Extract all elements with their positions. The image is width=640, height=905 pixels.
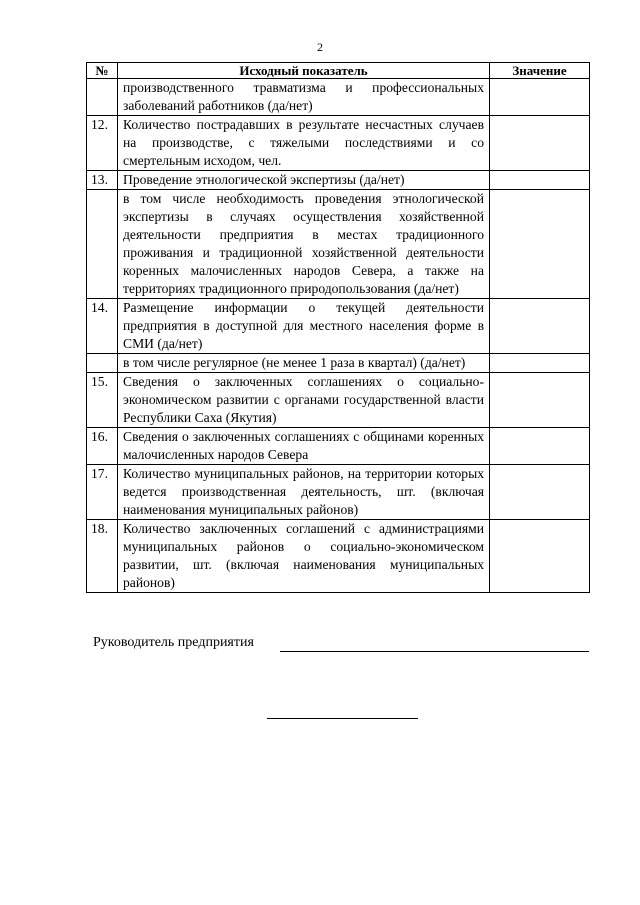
row-number: 18. — [87, 520, 118, 593]
row-indicator: Сведения о заключенных соглашениях с общинами коренных малочисленных народов Севера — [118, 428, 490, 465]
row-value[interactable] — [490, 299, 590, 354]
indicators-table — [86, 62, 590, 593]
row-value[interactable] — [490, 373, 590, 428]
table-row — [87, 116, 590, 171]
row-indicator: в том числе регулярное (не менее 1 раза в квартал) (да/нет) — [118, 354, 490, 373]
row-value[interactable] — [490, 190, 590, 299]
table-row — [87, 520, 590, 593]
row-value[interactable] — [490, 79, 590, 116]
row-number: 17. — [87, 465, 118, 520]
row-value[interactable] — [490, 520, 590, 593]
table-row — [87, 190, 590, 299]
row-number — [87, 190, 118, 299]
row-indicator: производственного травматизма и профессиональных заболеваний работников (да/нет) — [118, 79, 490, 116]
row-number — [87, 79, 118, 116]
row-value[interactable] — [490, 116, 590, 171]
row-value[interactable] — [490, 428, 590, 465]
row-number — [87, 354, 118, 373]
signature-line[interactable] — [280, 651, 589, 652]
row-value[interactable] — [490, 354, 590, 373]
table-row — [87, 79, 590, 116]
row-indicator: Количество пострадавших в результате несчастных случаев на производстве, с тяжелыми последствиями и со смертельным исходом, чел. — [118, 116, 490, 171]
page-number: 2 — [317, 40, 323, 54]
date-line[interactable] — [267, 718, 418, 719]
row-value[interactable] — [490, 171, 590, 190]
table-row — [87, 428, 590, 465]
signature-label: Руководитель предприятия — [93, 635, 254, 650]
row-number: 13. — [87, 171, 118, 190]
row-indicator: Количество муниципальных районов, на территории которых ведется производственная деятельность, шт. (включая наименования муниципальных районов) — [118, 465, 490, 520]
row-number: 16. — [87, 428, 118, 465]
table-row — [87, 465, 590, 520]
header-value: Значение — [490, 63, 590, 79]
header-number: № — [87, 63, 118, 79]
header-indicator: Исходный показатель — [118, 63, 490, 79]
table-row — [87, 171, 590, 190]
row-number: 15. — [87, 373, 118, 428]
table-header-row — [87, 63, 590, 79]
table-row — [87, 354, 590, 373]
row-value[interactable] — [490, 465, 590, 520]
row-indicator: Сведения о заключенных соглашениях о социально-экономическом развитии с органами государственной власти Республики Саха (Якутия) — [118, 373, 490, 428]
row-number: 12. — [87, 116, 118, 171]
row-number: 14. — [87, 299, 118, 354]
table-row — [87, 373, 590, 428]
row-indicator: Количество заключенных соглашений с администрациями муниципальных районов о социально-экономическом развитии, шт. (включая наименования муниципальных районов) — [118, 520, 490, 593]
row-indicator: Размещение информации о текущей деятельности предприятия в доступной для местного населения форме в СМИ (да/нет) — [118, 299, 490, 354]
row-indicator: в том числе необходимость проведения этнологической экспертизы в случаях осуществления хозяйственной деятельности предприятия в местах традиционного проживания и традиционной хозяйственной деятельности коренных малочисленных народов Севера, а также на территориях традиционного природопользования (да/нет) — [118, 190, 490, 299]
row-indicator: Проведение этнологической экспертизы (да/нет) — [118, 171, 490, 190]
table-row — [87, 299, 590, 354]
